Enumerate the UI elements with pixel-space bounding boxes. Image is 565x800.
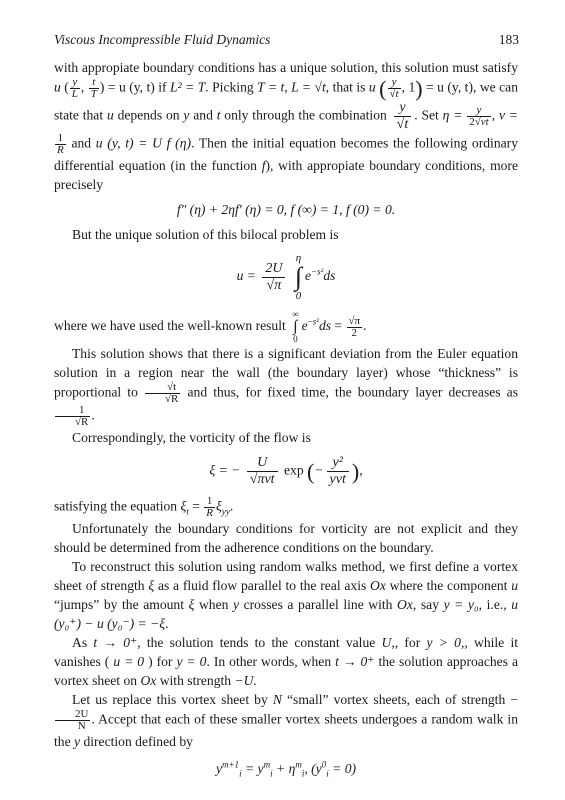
paragraph-4: This solution shows that there is a significant deviation from the Euler equation solution in a region near the wall (the boundary layer) whose “thickness” is proportional to $\frac{√t}{√R}$ and thus, for fixed time, the boundary layer decreases as $\frac{1}{√R}$ . [54, 346, 518, 428]
page-body [54, 58, 518, 786]
paragraph-2: But the unique solution of this bilocal problem is [72, 227, 339, 242]
paragraph-5: Correspondingly, the vorticity of the flow is [72, 430, 311, 445]
equation-solution: u = $\frac{2U}{√\pi}$ η ∫ $0e^{-s^2}ds$ [236, 252, 336, 302]
paragraph-9: As t → 0⁺, the solution tends to the constant value U,, for y > 0,, while it vanishes ( u = 0 ) for y = 0. In other words, when t → 0⁺ the solution approaches a vortex sheet on Ox with strength −U. [54, 635, 519, 688]
running-title: Viscous Incompressible Fluid Dynamics [54, 32, 271, 47]
paragraph-3: where we have used the well-known result ∞ ∫ $0e^{-s^2}ds$ = $\frac{√\pi}{2}$ . [54, 309, 367, 344]
equation-random-walk: $y^{m+1}_i = y^m_i + \eta^m_i$, $(y^0_i = 0)$ [215, 759, 357, 779]
paragraph-1: with appropiate boundary conditions has a unique solution, this solution must satisfy u ( $\frac{y}{L}$ , $\frac{t}{T}$ ) = u (y, t) if L² = T. Picking T = t, L = √t, that is u ( $\frac{y}{√t}$ , 1) = u (y, t), we can state that u depends on y and t only through the combination $\frac{y}{√t}$ . Set η = $\frac{y}{2√\nu t}$ , ν = $\frac{1}{R}$ and u (y, t) = U f (η). Then the initial equation becomes the following ordinary differential equation (in the function f), with appropiate boundary conditions, more precisely [54, 60, 518, 192]
paragraph-7: Unfortunately the boundary conditions for vorticity are not explicit and they should be determined from the adherence conditions on the boundary. [54, 521, 518, 555]
paragraph-6: satisfying the equation $\xi_t$ = $\frac{1}{R}$ $\xi_{yy}$. [54, 495, 234, 519]
paragraph-8: To reconstruct this solution using random walks method, we first define a vortex sheet of strength ξ as a fluid flow parallel to the real axis Ox where the component u “jumps” by the amount ξ when y crosses a parallel line with Ox, say y = y₀, i.e., u (y₀⁺) − u (y₀⁻) = −ξ. [54, 559, 519, 631]
page-number: 183 [498, 32, 519, 47]
paragraph-10: Let us replace this vortex sheet by N “small” vortex sheets, each of strength − $\frac{2U}{N}$ . Accept that each of these smaller vortex sheets undergoes a random walk in the y direction defined by [54, 692, 519, 749]
equation-ode: f″ (η) + 2ηf′ (η) = 0, f (∞) = 1, f (0) = 0. [176, 202, 396, 217]
equation-vorticity: ξ = − U √πνt exp (− y² yνt ), [209, 455, 363, 487]
